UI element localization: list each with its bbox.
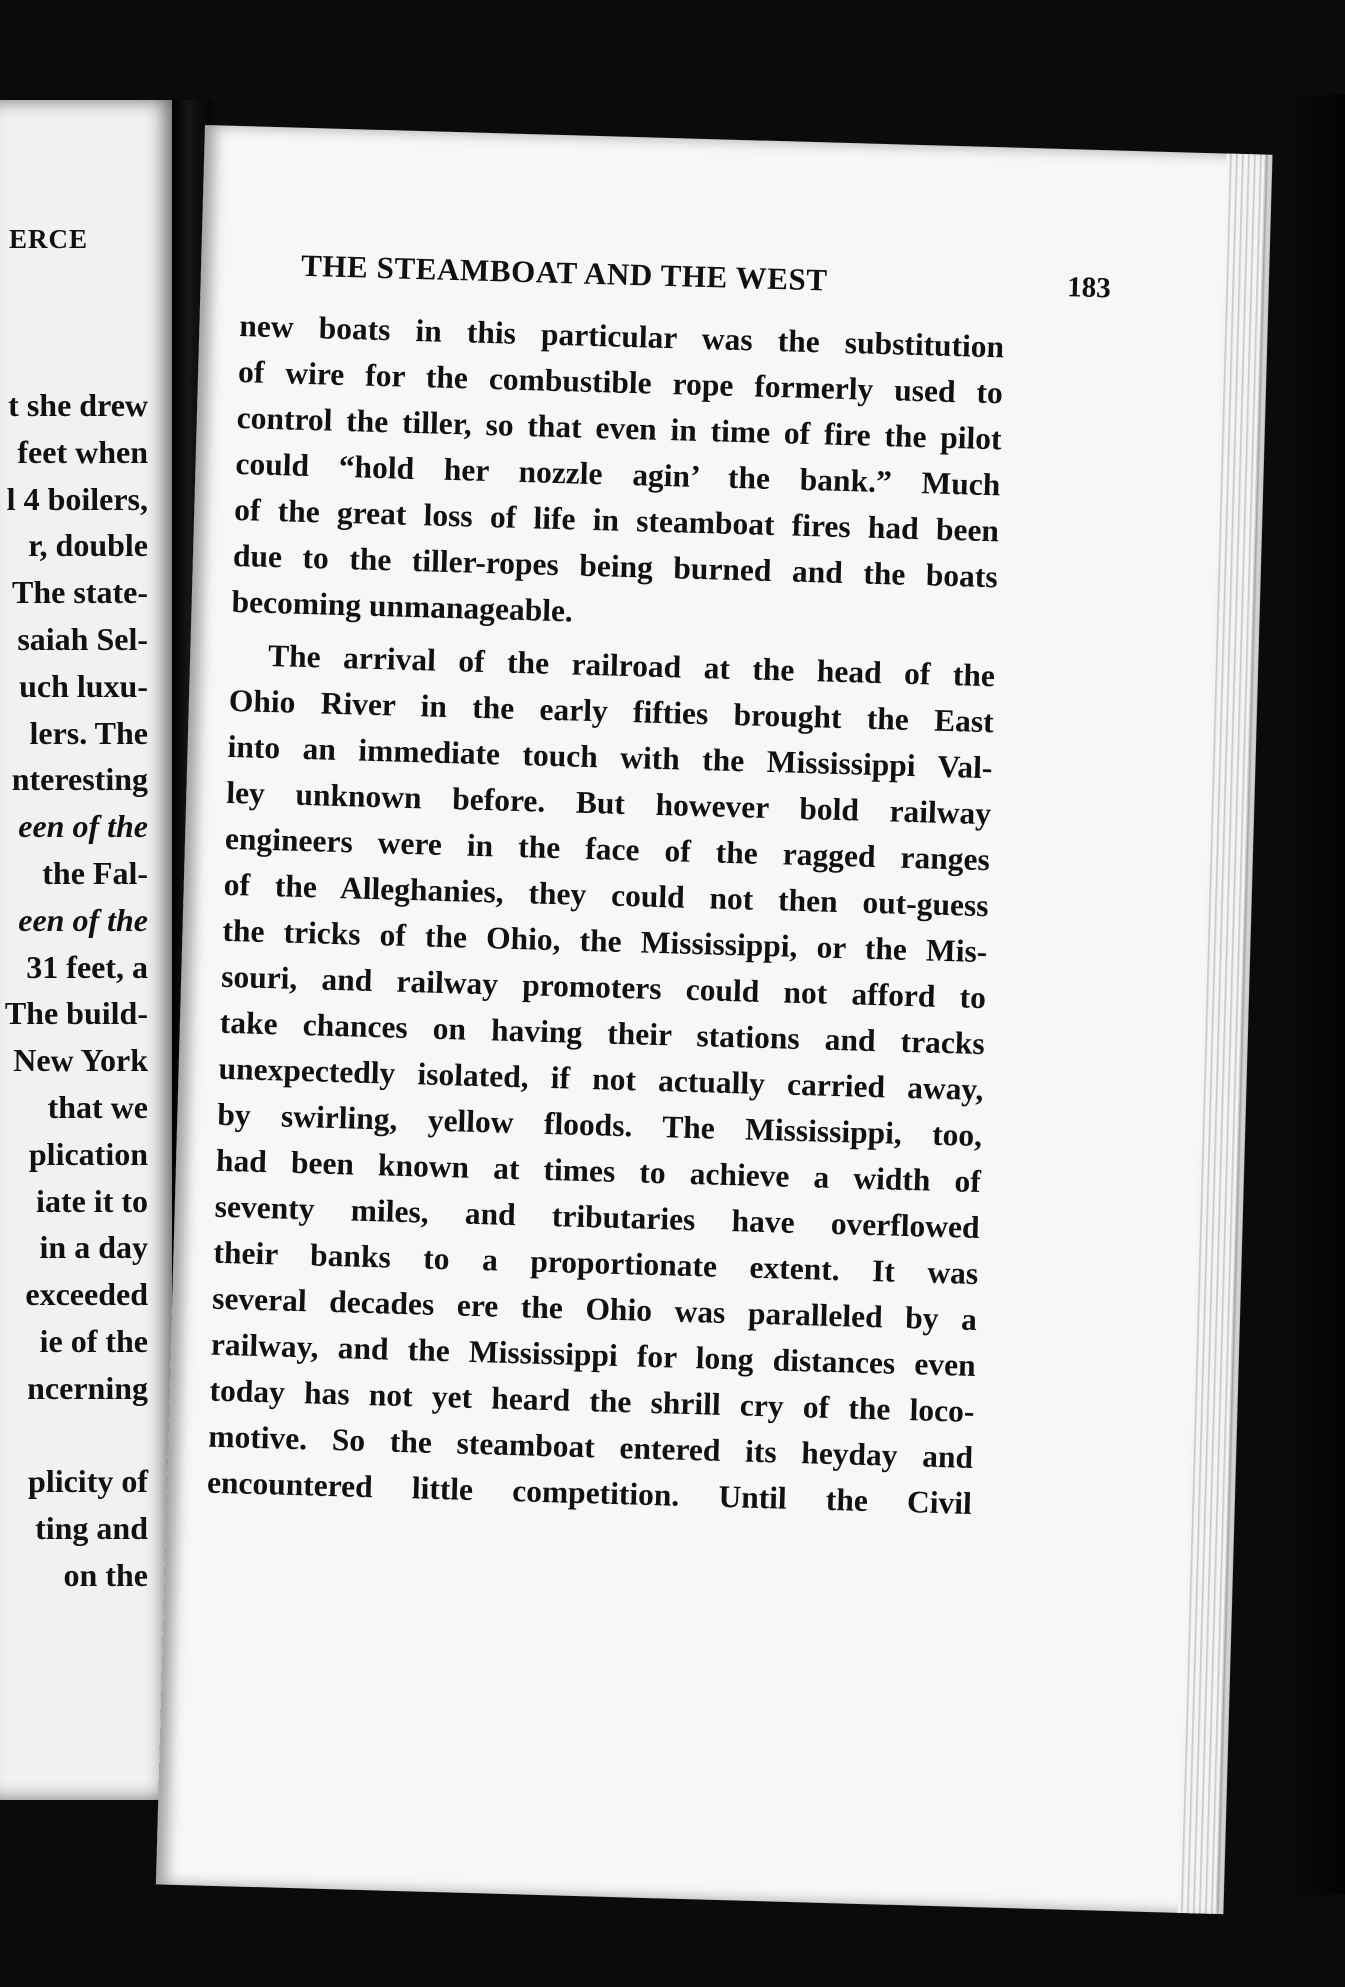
left-line: t she drew [8, 387, 148, 423]
left-line: 31 feet, a [26, 948, 148, 985]
left-line: the Fal- [42, 854, 148, 891]
left-line: New York [13, 1042, 148, 1079]
left-line: ie of the [39, 1322, 148, 1359]
paragraph-1 [231, 303, 1005, 646]
left-line: plication [28, 1135, 148, 1172]
text-line: by swirling, yellow floods. The Mississippi, too, [216, 1096, 983, 1154]
left-line: ncerning [27, 1369, 148, 1406]
left-line: that we [47, 1088, 148, 1125]
text-line: ley unknown before. But however bold railway [225, 774, 992, 832]
page-edges [1177, 154, 1272, 1915]
left-line-blank [0, 1412, 148, 1459]
text-line: take chances on having their stations and tracks [219, 1004, 986, 1062]
left-line: een of the [18, 901, 148, 938]
text-line: of wire for the combustible rope formerly used to [237, 354, 1004, 411]
left-line: plicity of [28, 1463, 148, 1500]
left-line: lers. The [29, 714, 148, 751]
left-line: exceeded [25, 1276, 148, 1313]
text-line: unexpectedly isolated, if not actually carried away, [218, 1050, 984, 1108]
left-line: nteresting [11, 761, 148, 798]
text-line: motive. So the steamboat entered its heyday and [207, 1418, 974, 1475]
left-running-head: ERCE [8, 224, 88, 254]
paragraph-2 [206, 632, 995, 1527]
text-line: souri, and railway promoters could not afford to [220, 958, 987, 1016]
page-number: 183 [1066, 271, 1112, 305]
left-line: r, double [28, 527, 148, 564]
running-title: THE STEAMBOAT AND THE WEST [300, 247, 829, 298]
left-line: l 4 boilers, [6, 480, 148, 517]
text-line: today has not yet heard the shrill cry of the loco- [209, 1372, 975, 1429]
text-line: could “hold her nozzle agin’ the bank.” Much [235, 445, 1001, 503]
text-line: The arrival of the railroad at the head of the [267, 637, 996, 694]
left-line: uch luxu- [19, 667, 148, 704]
left-line: ting and [35, 1510, 148, 1547]
text-line: of the great loss of life in steamboat fires had been [233, 491, 1000, 549]
text-line: seventy miles, and tributaries have overflowed [214, 1188, 981, 1246]
text-line: encountered little competition. Until the Civil [206, 1464, 973, 1521]
running-head [300, 248, 1111, 315]
text-line: the tricks of the Ohio, the Mississippi, or the Mis- [222, 912, 988, 970]
text-line: railway, and the Mississippi for long distances even [210, 1326, 977, 1383]
text-line: several decades ere the Ohio was paralleled by a [211, 1280, 978, 1338]
text-line: their banks to a proportionate extent. It was [213, 1234, 979, 1292]
left-line: in a day [39, 1229, 148, 1266]
text-line: engineers were in the face of the ragged ranges [224, 820, 991, 878]
left-line: saiah Sel- [17, 620, 148, 657]
left-line: The build- [4, 995, 148, 1032]
left-line: feet when [17, 433, 148, 470]
page-edge-shadow [1285, 95, 1345, 1895]
left-page [0, 100, 178, 1800]
text-line: new boats in this particular was the substitution [238, 308, 1005, 365]
text-line: becoming unmanageable. [231, 583, 574, 629]
left-line: on the [63, 1556, 148, 1593]
left-line: een of the [18, 808, 148, 845]
text-line: control the tiller, so that even in time of fire the pilot [236, 400, 1003, 457]
text-line: due to the tiller-ropes being burned and the boats [232, 537, 999, 595]
text-line: of the Alleghanies, they could not then out-guess [223, 866, 989, 924]
left-line: The state- [12, 574, 148, 611]
text-line: into an immediate touch with the Mississippi Val- [227, 728, 993, 786]
left-line: iate it to [36, 1182, 148, 1219]
text-line: had been known at times to achieve a width of [215, 1142, 982, 1200]
right-page [156, 125, 1265, 1914]
text-line: Ohio River in the early fifties brought the East [228, 682, 995, 740]
left-page-text [0, 382, 148, 1599]
body-text [206, 303, 1004, 1527]
